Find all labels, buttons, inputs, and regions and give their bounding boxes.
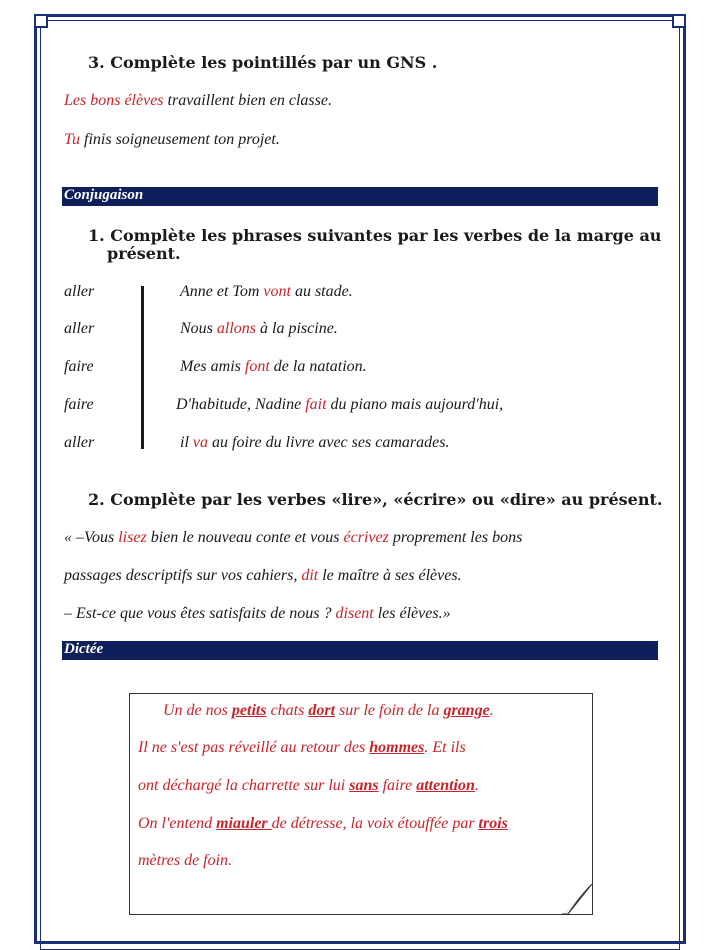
- gns-sentence-2: Tu finis soigneusement ton projet.: [64, 131, 280, 148]
- dictee-line-5: mètres de foin.: [138, 852, 233, 869]
- conjugaison-q1-title: 1. Complète les phrases suivantes par les verbes de la marge au: [88, 226, 662, 245]
- conjugation-sentence: Mes amis font de la natation.: [180, 358, 367, 375]
- verb-margin: aller: [64, 320, 95, 337]
- dictee-box: [129, 693, 593, 915]
- q2-line-3: – Est-ce que vous êtes satisfaits de nous ? disent les élèves.»: [64, 605, 451, 622]
- gns-title: 3. Complète les pointillés par un GNS .: [88, 53, 438, 72]
- dictee-line-1: Un de nos petits chats dort sur le foin de la grange.: [163, 702, 494, 719]
- dictee-line-3: ont déchargé la charrette sur lui sans faire attention.: [138, 777, 479, 794]
- conjugaison-q2-title: 2. Complète par les verbes «lire», «écrire» ou «dire» au présent.: [88, 490, 663, 509]
- margin-line: [141, 286, 144, 449]
- conjugation-sentence: D'habitude, Nadine fait du piano mais aujourd'hui,: [176, 396, 504, 413]
- conjugation-sentence: Anne et Tom vont au stade.: [180, 283, 353, 300]
- verb-margin: faire: [64, 358, 94, 375]
- conjugation-sentence: Nous allons à la piscine.: [180, 320, 338, 337]
- verb-margin: aller: [64, 283, 95, 300]
- verb-margin: faire: [64, 396, 94, 413]
- gns-sentence-1: Les bons élèves travaillent bien en classe.: [64, 92, 332, 109]
- page-curl-icon: [562, 884, 592, 914]
- q2-line-1: « –Vous lisez bien le nouveau conte et vous écrivez proprement les bons: [64, 529, 523, 546]
- q2-line-2: passages descriptifs sur vos cahiers, dit le maître à ses élèves.: [64, 567, 462, 584]
- conjugation-sentence: il va au foire du livre avec ses camarades.: [180, 434, 450, 451]
- verb-margin: aller: [64, 434, 95, 451]
- conjugaison-header: Conjugaison: [62, 187, 658, 206]
- dictee-header: Dictée: [62, 641, 658, 660]
- corner-ornament: [672, 14, 686, 28]
- dictee-line-4: On l'entend miauler de détresse, la voix étouffée par trois: [138, 815, 508, 832]
- conjugaison-q1-title-cont: présent.: [107, 244, 181, 263]
- corner-ornament: [34, 14, 48, 28]
- dictee-line-2: Il ne s'est pas réveillé au retour des hommes. Et ils: [138, 739, 466, 756]
